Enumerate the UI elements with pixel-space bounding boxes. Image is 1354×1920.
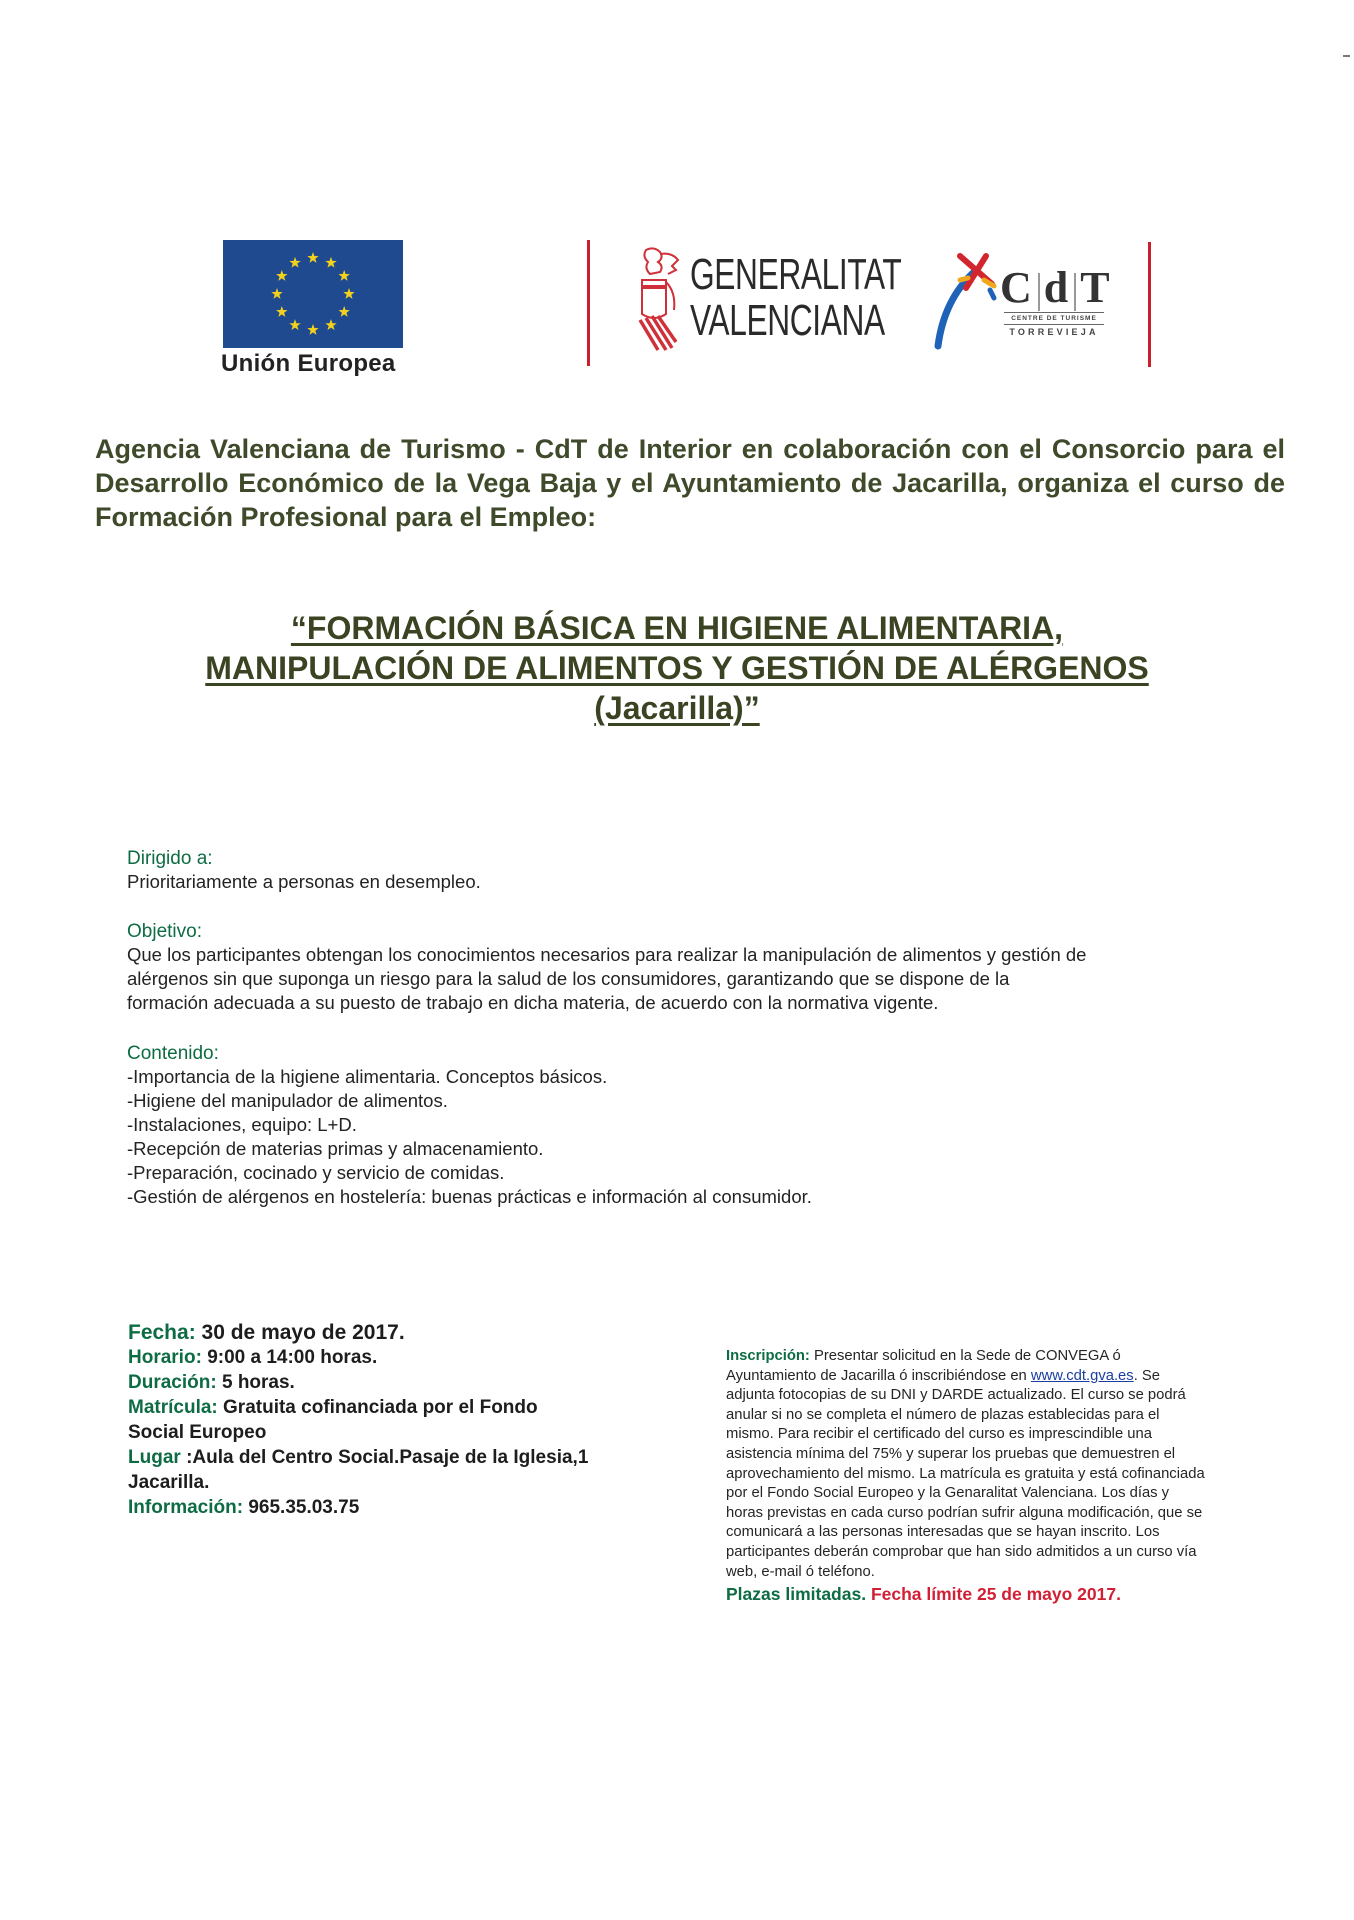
matricula-row bbox=[128, 1395, 688, 1420]
inscripcion-line: aprovechamiento del mismo. La matrícula es gratuita y está cofinanciada bbox=[726, 1465, 1205, 1482]
logo-divider-right bbox=[1148, 242, 1151, 367]
contenido-item: -Recepción de materias primas y almacenamiento. bbox=[127, 1138, 544, 1159]
fecha-row bbox=[128, 1320, 688, 1345]
inscripcion-line: web, e-mail ó teléfono. bbox=[726, 1563, 875, 1580]
contenido-item: -Instalaciones, equipo: L+D. bbox=[127, 1114, 357, 1135]
eu-stars-icon bbox=[223, 240, 403, 348]
inscripcion-line: asistencia mínima del 75% y superar los pruebas que demuestren el bbox=[726, 1445, 1176, 1462]
cdt-palm-icon bbox=[930, 250, 1000, 350]
lugar-row-2: Jacarilla. bbox=[128, 1472, 210, 1493]
cdt-t: T bbox=[1080, 263, 1112, 312]
dirigido-text: Prioritariamente a personas en desempleo. bbox=[127, 871, 481, 892]
duracion-row bbox=[128, 1370, 688, 1395]
matricula-label: Matrícula: bbox=[128, 1397, 218, 1418]
fecha-value: 30 de mayo de 2017. bbox=[201, 1321, 405, 1344]
section-objetivo bbox=[127, 921, 1247, 1015]
eu-star-icon bbox=[325, 257, 336, 268]
inscripcion-line: comunicará a las personas interesadas que se hayan inscrito. Los bbox=[726, 1524, 1160, 1541]
logo-divider bbox=[587, 240, 590, 366]
plazas-limitadas: Plazas limitadas. bbox=[726, 1584, 867, 1604]
duracion-label: Duración: bbox=[128, 1372, 217, 1393]
matricula-row-2: Social Europeo bbox=[128, 1422, 267, 1443]
cdt-rule-top bbox=[1004, 312, 1104, 313]
section-contenido bbox=[127, 1043, 1247, 1209]
plazas-notice bbox=[726, 1584, 1121, 1605]
inscripcion-line: por el Fondo Social Europeo y la Genaralitat Valenciana. Los días y bbox=[726, 1485, 1170, 1502]
objetivo-line: formación adecuada a su puesto de trabajo en dicha materia, de acuerdo con la normativa vigente. bbox=[127, 992, 939, 1013]
eu-star-icon bbox=[289, 319, 300, 330]
objetivo-line: Que los participantes obtengan los conocimientos necesarios para realizar la manipulación de alimentos y gestión de bbox=[127, 944, 1087, 965]
objetivo-label: Objetivo: bbox=[127, 921, 202, 942]
informacion-phone: 965.35.03.75 bbox=[248, 1497, 360, 1518]
inscripcion-line: mismo. Para recibir el certificado del curso es imprescindible una bbox=[726, 1426, 1152, 1443]
course-title-line-2: MANIPULACIÓN DE ALIMENTOS Y GESTIÓN DE ALÉRGENOS bbox=[205, 650, 1149, 686]
inscripcion-label: Inscripción: bbox=[726, 1348, 810, 1364]
fecha-limite: Fecha límite 25 de mayo 2017. bbox=[870, 1584, 1121, 1604]
eu-star-icon bbox=[276, 270, 287, 281]
horario-value: 9:00 a 14:00 horas. bbox=[207, 1347, 378, 1368]
eu-star-icon bbox=[338, 270, 349, 281]
inscripcion-block bbox=[726, 1347, 1278, 1582]
contenido-item: -Preparación, cocinado y servicio de comidas. bbox=[127, 1162, 505, 1183]
horario-row bbox=[128, 1345, 688, 1370]
informacion-label: Información: bbox=[128, 1497, 244, 1518]
eu-star-icon bbox=[325, 319, 336, 330]
contenido-label: Contenido: bbox=[127, 1043, 219, 1064]
contenido-item: -Higiene del manipulador de alimentos. bbox=[127, 1090, 448, 1111]
cdt-subtitle: CENTRE DE TURISME bbox=[1011, 315, 1097, 322]
course-details bbox=[128, 1320, 688, 1520]
objetivo-line: alérgenos sin que suponga un riesgo para la salud de los consumidores, garantizando que se dispone de la bbox=[127, 968, 1010, 989]
lugar-value: :Aula del Centro Social.Pasaje de la Iglesia,1 bbox=[186, 1447, 589, 1468]
contenido-item: -Importancia de la higiene alimentaria. Conceptos básicos. bbox=[127, 1066, 608, 1087]
inscripcion-line: anular si no se completa el número de plazas establecidas para el bbox=[726, 1406, 1160, 1423]
fecha-label: Fecha: bbox=[128, 1321, 196, 1344]
cdt-city: TORREVIEJA bbox=[1009, 327, 1099, 337]
cdt-c: C bbox=[1000, 263, 1034, 312]
matricula-value: Gratuita cofinanciada por el Fondo bbox=[223, 1397, 538, 1418]
cdt-logo-letters bbox=[1000, 262, 1112, 313]
inscripcion-line bbox=[726, 1367, 1278, 1387]
cdt-website-link[interactable]: www.cdt.gva.es bbox=[1030, 1367, 1134, 1384]
gva-emblem-icon bbox=[636, 246, 682, 358]
eu-star-icon bbox=[338, 306, 349, 317]
eu-star-icon bbox=[276, 306, 287, 317]
eu-flag-logo bbox=[223, 240, 403, 348]
course-title-line-3: (Jacarilla)” bbox=[594, 690, 760, 726]
informacion-row bbox=[128, 1495, 688, 1520]
gva-line-2: VALENCIANA bbox=[690, 296, 885, 345]
horario-label: Horario: bbox=[128, 1347, 202, 1368]
inscripcion-line bbox=[726, 1347, 1278, 1367]
lugar-row bbox=[128, 1445, 688, 1470]
eu-star-icon bbox=[271, 288, 282, 299]
inscripcion-line: participantes deberán comprobar que han sido admitidos a un curso vía bbox=[726, 1543, 1197, 1560]
eu-star-icon bbox=[289, 257, 300, 268]
eu-star-icon bbox=[307, 324, 318, 335]
cdt-d: d bbox=[1043, 263, 1071, 312]
course-title bbox=[120, 608, 1234, 728]
inscripcion-line: horas previstas en cada curso podrían sufrir alguna modificación, que se bbox=[726, 1504, 1203, 1521]
gva-logo-text bbox=[690, 252, 901, 344]
eu-label: Unión Europea bbox=[221, 350, 396, 377]
eu-star-icon bbox=[343, 288, 354, 299]
duracion-value: 5 horas. bbox=[221, 1372, 295, 1393]
inscripcion-line: adjunta fotocopias de su DNI y DARDE actualizado. El curso se podrá bbox=[726, 1387, 1186, 1404]
lugar-label: Lugar bbox=[128, 1447, 181, 1468]
inscripcion-text: . Se bbox=[1133, 1367, 1161, 1384]
contenido-item: -Gestión de alérgenos en hostelería: buenas prácticas e información al consumidor. bbox=[127, 1186, 812, 1207]
scan-artifact bbox=[1343, 55, 1350, 57]
eu-star-icon bbox=[307, 252, 318, 263]
intro-paragraph: Agencia Valenciana de Turismo - CdT de Interior en colaboración con el Consorcio para el Desarrollo Económico de la Vega Baja y el Ayuntamiento de Jacarilla, organiza el curso de Formación Profesional para el Empleo: bbox=[95, 434, 1285, 532]
section-dirigido bbox=[127, 848, 1247, 894]
gva-line-1: GENERALITAT bbox=[690, 250, 902, 299]
inscripcion-text: Ayuntamiento de Jacarilla ó inscribiéndose en bbox=[726, 1367, 1031, 1384]
dirigido-label: Dirigido a: bbox=[127, 848, 213, 869]
cdt-rule-bottom bbox=[1004, 324, 1104, 325]
inscripcion-text: Presentar solicitud en la Sede de CONVEGA ó bbox=[814, 1348, 1121, 1364]
course-title-line-1: “FORMACIÓN BÁSICA EN HIGIENE ALIMENTARIA, bbox=[290, 610, 1064, 646]
